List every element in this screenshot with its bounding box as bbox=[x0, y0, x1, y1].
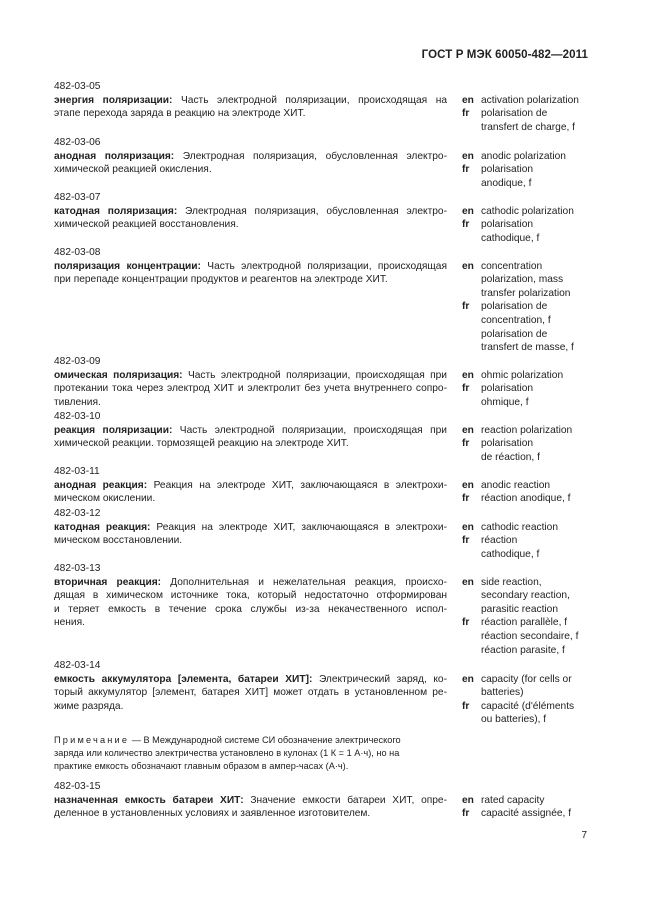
term-equivalents bbox=[462, 369, 602, 410]
language-code: en bbox=[462, 150, 474, 162]
term-equivalents bbox=[462, 94, 602, 135]
page-number: 7 bbox=[581, 830, 587, 841]
note-label: Примечание bbox=[54, 735, 130, 745]
fr-equivalent bbox=[462, 107, 602, 121]
language-code bbox=[462, 328, 481, 342]
equivalent-text: polarisation bbox=[481, 383, 534, 395]
equivalent-text: polarisation bbox=[481, 438, 534, 450]
term-name: назначенная емкость батареи ХИТ: bbox=[54, 794, 244, 806]
language-code: fr bbox=[462, 808, 470, 820]
definition-line: дящая в химическом источнике тока, который недостаточно отформирован bbox=[54, 590, 447, 602]
en-equivalent bbox=[462, 521, 602, 535]
equivalent-text: capacité assignée, f bbox=[481, 808, 572, 820]
language-code: en bbox=[462, 260, 474, 272]
equivalent-text: concentration, f bbox=[481, 314, 551, 326]
definition-text: Реакция на электроде ХИТ, заключающаяся в электрохи- bbox=[156, 521, 447, 533]
language-code bbox=[462, 287, 481, 301]
equivalent-text: réaction parasite, f bbox=[481, 644, 565, 656]
term-number: 482-03-07 bbox=[54, 192, 101, 203]
fr-equivalent bbox=[462, 807, 602, 821]
term-equivalents bbox=[462, 794, 602, 821]
en-equivalent bbox=[462, 150, 602, 164]
language-code: en bbox=[462, 521, 474, 533]
fr-equivalent bbox=[462, 163, 602, 177]
language-code: en bbox=[462, 205, 474, 217]
term-definition bbox=[54, 465, 447, 506]
equivalent-text: parasitic reaction bbox=[481, 603, 559, 615]
term-equivalents bbox=[462, 150, 602, 191]
equivalent-text: polarisation de bbox=[481, 301, 548, 313]
term-name: поляризация концентрации: bbox=[54, 260, 201, 272]
language-code bbox=[462, 314, 481, 328]
term-number: 482-03-14 bbox=[54, 660, 101, 671]
definition-line bbox=[54, 576, 447, 590]
term-name: анодная поляризация: bbox=[54, 150, 175, 162]
fr-equivalent bbox=[462, 437, 602, 451]
definition-line bbox=[54, 479, 447, 493]
term-definition bbox=[54, 562, 447, 630]
language-code: en bbox=[462, 479, 474, 491]
fr-equivalent bbox=[462, 396, 602, 410]
equivalent-text: concentration bbox=[481, 260, 543, 272]
term-name: омическая поляризация: bbox=[54, 369, 183, 381]
equivalent-text: réaction parallèle, f bbox=[481, 617, 568, 629]
language-code: fr bbox=[462, 438, 470, 450]
term-definition bbox=[54, 246, 447, 287]
equivalent-text: transfert de charge, f bbox=[481, 121, 576, 133]
equivalent-text: cathodic polarization bbox=[481, 205, 574, 217]
fr-equivalent bbox=[462, 700, 602, 714]
definition-line: этапе перехода заряда в реакцию на электроде ХИТ. bbox=[54, 108, 306, 120]
language-code bbox=[462, 121, 481, 135]
en-equivalent bbox=[462, 94, 602, 108]
equivalent-text: polarisation bbox=[481, 164, 534, 176]
equivalent-text: side reaction, bbox=[481, 576, 542, 588]
term-definition bbox=[54, 780, 447, 821]
en-equivalent bbox=[462, 576, 602, 590]
term-number: 482-03-13 bbox=[54, 563, 101, 574]
language-code: fr bbox=[462, 700, 470, 712]
definition-line bbox=[54, 94, 447, 108]
language-code: en bbox=[462, 94, 474, 106]
term-number: 482-03-09 bbox=[54, 356, 101, 367]
equivalent-text: polarisation bbox=[481, 219, 534, 231]
note-line-1: Примечание — В Международной системе СИ обозначение электрического bbox=[54, 735, 401, 745]
term-name: реакция поляризации: bbox=[54, 424, 173, 436]
en-equivalent bbox=[462, 287, 602, 301]
en-equivalent bbox=[462, 273, 602, 287]
definition-line: протекании тока через электрод ХИТ и электролит без учета внутреннего сопро- bbox=[54, 383, 447, 395]
language-code: fr bbox=[462, 617, 470, 629]
fr-equivalent bbox=[462, 121, 602, 135]
en-equivalent bbox=[462, 686, 602, 700]
definition-line: мическом восстановлении. bbox=[54, 535, 183, 547]
fr-equivalent bbox=[462, 341, 602, 355]
language-code: en bbox=[462, 369, 474, 381]
term-definition bbox=[54, 355, 447, 409]
term-equivalents bbox=[462, 260, 602, 355]
definition-line bbox=[54, 260, 447, 274]
language-code: fr bbox=[462, 383, 470, 395]
definition-line: при перепаде концентрации продуктов и реагентов на электроде ХИТ. bbox=[54, 274, 388, 286]
language-code bbox=[462, 396, 481, 410]
equivalent-text: secondary reaction, bbox=[481, 590, 570, 602]
definition-line: тивления. bbox=[54, 396, 101, 408]
equivalent-text: anodic reaction bbox=[481, 479, 551, 491]
note-line-3: практике емкость обозначают главным образом в ампер-часах (А·ч). bbox=[54, 761, 349, 771]
equivalent-text: anodic polarization bbox=[481, 150, 566, 162]
equivalent-text: réaction bbox=[481, 535, 518, 547]
equivalent-text: cathodique, f bbox=[481, 548, 540, 560]
fr-equivalent bbox=[462, 534, 602, 548]
language-code bbox=[462, 232, 481, 246]
fr-equivalent bbox=[462, 218, 602, 232]
equivalent-text: reaction polarization bbox=[481, 424, 573, 436]
fr-equivalent bbox=[462, 382, 602, 396]
term-equivalents bbox=[462, 521, 602, 562]
term-number: 482-03-05 bbox=[54, 81, 101, 92]
term-name: катодная поляризация: bbox=[54, 205, 178, 217]
definition-text: Электродная поляризация, обусловленная электро- bbox=[185, 205, 447, 217]
equivalent-text: réaction secondaire, f bbox=[481, 630, 579, 642]
definition-line bbox=[54, 369, 447, 383]
definition-text: Часть электродной поляризации, происходящая при bbox=[187, 369, 447, 381]
definition-line bbox=[54, 521, 447, 535]
term-equivalents bbox=[462, 576, 602, 658]
definition-text: Часть электродной поляризации, происходящая на bbox=[180, 94, 447, 106]
term-number: 482-03-08 bbox=[54, 247, 101, 258]
fr-equivalent bbox=[462, 548, 602, 562]
term-name: энергия поляризации: bbox=[54, 94, 173, 106]
equivalent-text: anodique, f bbox=[481, 177, 532, 189]
definition-text: Значение емкости батареи ХИТ, опре- bbox=[250, 794, 447, 806]
term-equivalents bbox=[462, 673, 602, 727]
fr-equivalent bbox=[462, 232, 602, 246]
definition-text: Электрический заряд, ко- bbox=[318, 673, 447, 685]
fr-equivalent bbox=[462, 451, 602, 465]
term-equivalents bbox=[462, 424, 602, 465]
language-code: fr bbox=[462, 301, 470, 313]
term-name: катодная реакция: bbox=[54, 521, 151, 533]
term-equivalents bbox=[462, 205, 602, 246]
fr-equivalent bbox=[462, 177, 602, 191]
language-code bbox=[462, 630, 481, 644]
definition-line: мическом окислении. bbox=[54, 493, 156, 505]
language-code bbox=[462, 713, 481, 727]
term-number: 482-03-15 bbox=[54, 781, 101, 792]
definition-line: деленное в установленных условиях и заявленное изготовителем. bbox=[54, 808, 371, 820]
term-equivalents bbox=[462, 479, 602, 506]
definition-line: химической реакции. тормозящей реакцию на электроде ХИТ. bbox=[54, 438, 349, 450]
term-definition bbox=[54, 191, 447, 232]
en-equivalent bbox=[462, 673, 602, 687]
equivalent-text: capacité (d'éléments bbox=[481, 700, 575, 712]
en-equivalent bbox=[462, 260, 602, 274]
equivalent-text: ohmic polarization bbox=[481, 369, 564, 381]
language-code: fr bbox=[462, 219, 470, 231]
equivalent-text: polarization, mass bbox=[481, 274, 564, 286]
language-code bbox=[462, 603, 481, 617]
equivalent-text: batteries) bbox=[481, 687, 524, 699]
definition-line bbox=[54, 150, 447, 164]
language-code: fr bbox=[462, 108, 470, 120]
language-code: en bbox=[462, 673, 474, 685]
equivalent-text: activation polarization bbox=[481, 94, 579, 106]
language-code bbox=[462, 686, 481, 700]
term-definition bbox=[54, 136, 447, 177]
term-number: 482-03-12 bbox=[54, 508, 101, 519]
language-code bbox=[462, 644, 481, 658]
equivalent-text: transfer polarization bbox=[481, 287, 571, 299]
fr-equivalent bbox=[462, 492, 602, 506]
term-name: анодная реакция: bbox=[54, 479, 148, 491]
equivalent-text: ou batteries), f bbox=[481, 714, 547, 726]
language-code: en bbox=[462, 576, 474, 588]
language-code bbox=[462, 341, 481, 355]
definition-line bbox=[54, 424, 447, 438]
definition-line bbox=[54, 673, 447, 687]
fr-equivalent bbox=[462, 300, 602, 314]
term-number: 482-03-11 bbox=[54, 466, 100, 477]
term-definition bbox=[54, 410, 447, 451]
term-number: 482-03-06 bbox=[54, 137, 101, 148]
equivalent-text: polarisation de bbox=[481, 328, 548, 340]
definition-line: жиме разряда. bbox=[54, 700, 124, 712]
definition-line: торый аккумулятор [элемент, батарея ХИТ] может отдать в установленном ре- bbox=[54, 687, 447, 699]
en-equivalent bbox=[462, 479, 602, 493]
equivalent-text: ohmique, f bbox=[481, 396, 529, 408]
fr-equivalent bbox=[462, 713, 602, 727]
en-equivalent bbox=[462, 603, 602, 617]
definition-line: химической реакцией восстановления. bbox=[54, 219, 239, 231]
en-equivalent bbox=[462, 794, 602, 808]
en-equivalent bbox=[462, 589, 602, 603]
language-code: en bbox=[462, 794, 474, 806]
language-code: fr bbox=[462, 535, 470, 547]
term-definition bbox=[54, 507, 447, 548]
equivalent-text: de réaction, f bbox=[481, 451, 540, 463]
language-code: en bbox=[462, 424, 474, 436]
language-code bbox=[462, 548, 481, 562]
en-equivalent bbox=[462, 424, 602, 438]
fr-equivalent bbox=[462, 616, 602, 630]
fr-equivalent bbox=[462, 314, 602, 328]
term-number: 482-03-10 bbox=[54, 411, 101, 422]
definition-text: Электродная поляризация, обусловленная электро- bbox=[182, 150, 447, 162]
definition-text: Дополнительная и нежелательная реакция, происхо- bbox=[170, 576, 447, 588]
fr-equivalent bbox=[462, 328, 602, 342]
definition-text: Часть электродной поляризации, происходящая при bbox=[179, 424, 447, 436]
equivalent-text: cathodique, f bbox=[481, 232, 540, 244]
term-definition bbox=[54, 80, 447, 121]
definition-line bbox=[54, 205, 447, 219]
equivalent-text: capacity (for cells or bbox=[481, 673, 572, 685]
equivalent-text: réaction anodique, f bbox=[481, 493, 571, 505]
fr-equivalent bbox=[462, 630, 602, 644]
term-name: вторичная реакция: bbox=[54, 576, 162, 588]
fr-equivalent bbox=[462, 644, 602, 658]
en-equivalent bbox=[462, 369, 602, 383]
language-code bbox=[462, 273, 481, 287]
definition-line: химической реакцией окисления. bbox=[54, 164, 212, 176]
language-code bbox=[462, 589, 481, 603]
language-code: fr bbox=[462, 493, 470, 505]
document-header: ГОСТ Р МЭК 60050-482—2011 bbox=[421, 49, 588, 61]
language-code: fr bbox=[462, 164, 470, 176]
term-definition bbox=[54, 659, 447, 713]
en-equivalent bbox=[462, 205, 602, 219]
language-code bbox=[462, 451, 481, 465]
definition-line: нения. bbox=[54, 617, 85, 629]
equivalent-text: transfert de masse, f bbox=[481, 342, 574, 354]
definition-text: Часть электродной поляризации, происходящая bbox=[207, 260, 447, 272]
term-name: емкость аккумулятора [элемента, батареи ХИТ]: bbox=[54, 673, 313, 685]
language-code bbox=[462, 177, 481, 191]
definition-text: Реакция на электроде ХИТ, заключающаяся в электрохи- bbox=[153, 479, 447, 491]
equivalent-text: rated capacity bbox=[481, 794, 545, 806]
equivalent-text: cathodic reaction bbox=[481, 521, 559, 533]
note-line-2: заряда или количество электричества установлено в кулонах (1 К = 1 А·ч), но на bbox=[54, 748, 400, 758]
definition-line: и теряет емкость в течение срока службы из-за некачественного испол- bbox=[54, 603, 447, 615]
definition-line bbox=[54, 794, 447, 808]
equivalent-text: polarisation de bbox=[481, 108, 548, 120]
note-block bbox=[54, 734, 447, 773]
